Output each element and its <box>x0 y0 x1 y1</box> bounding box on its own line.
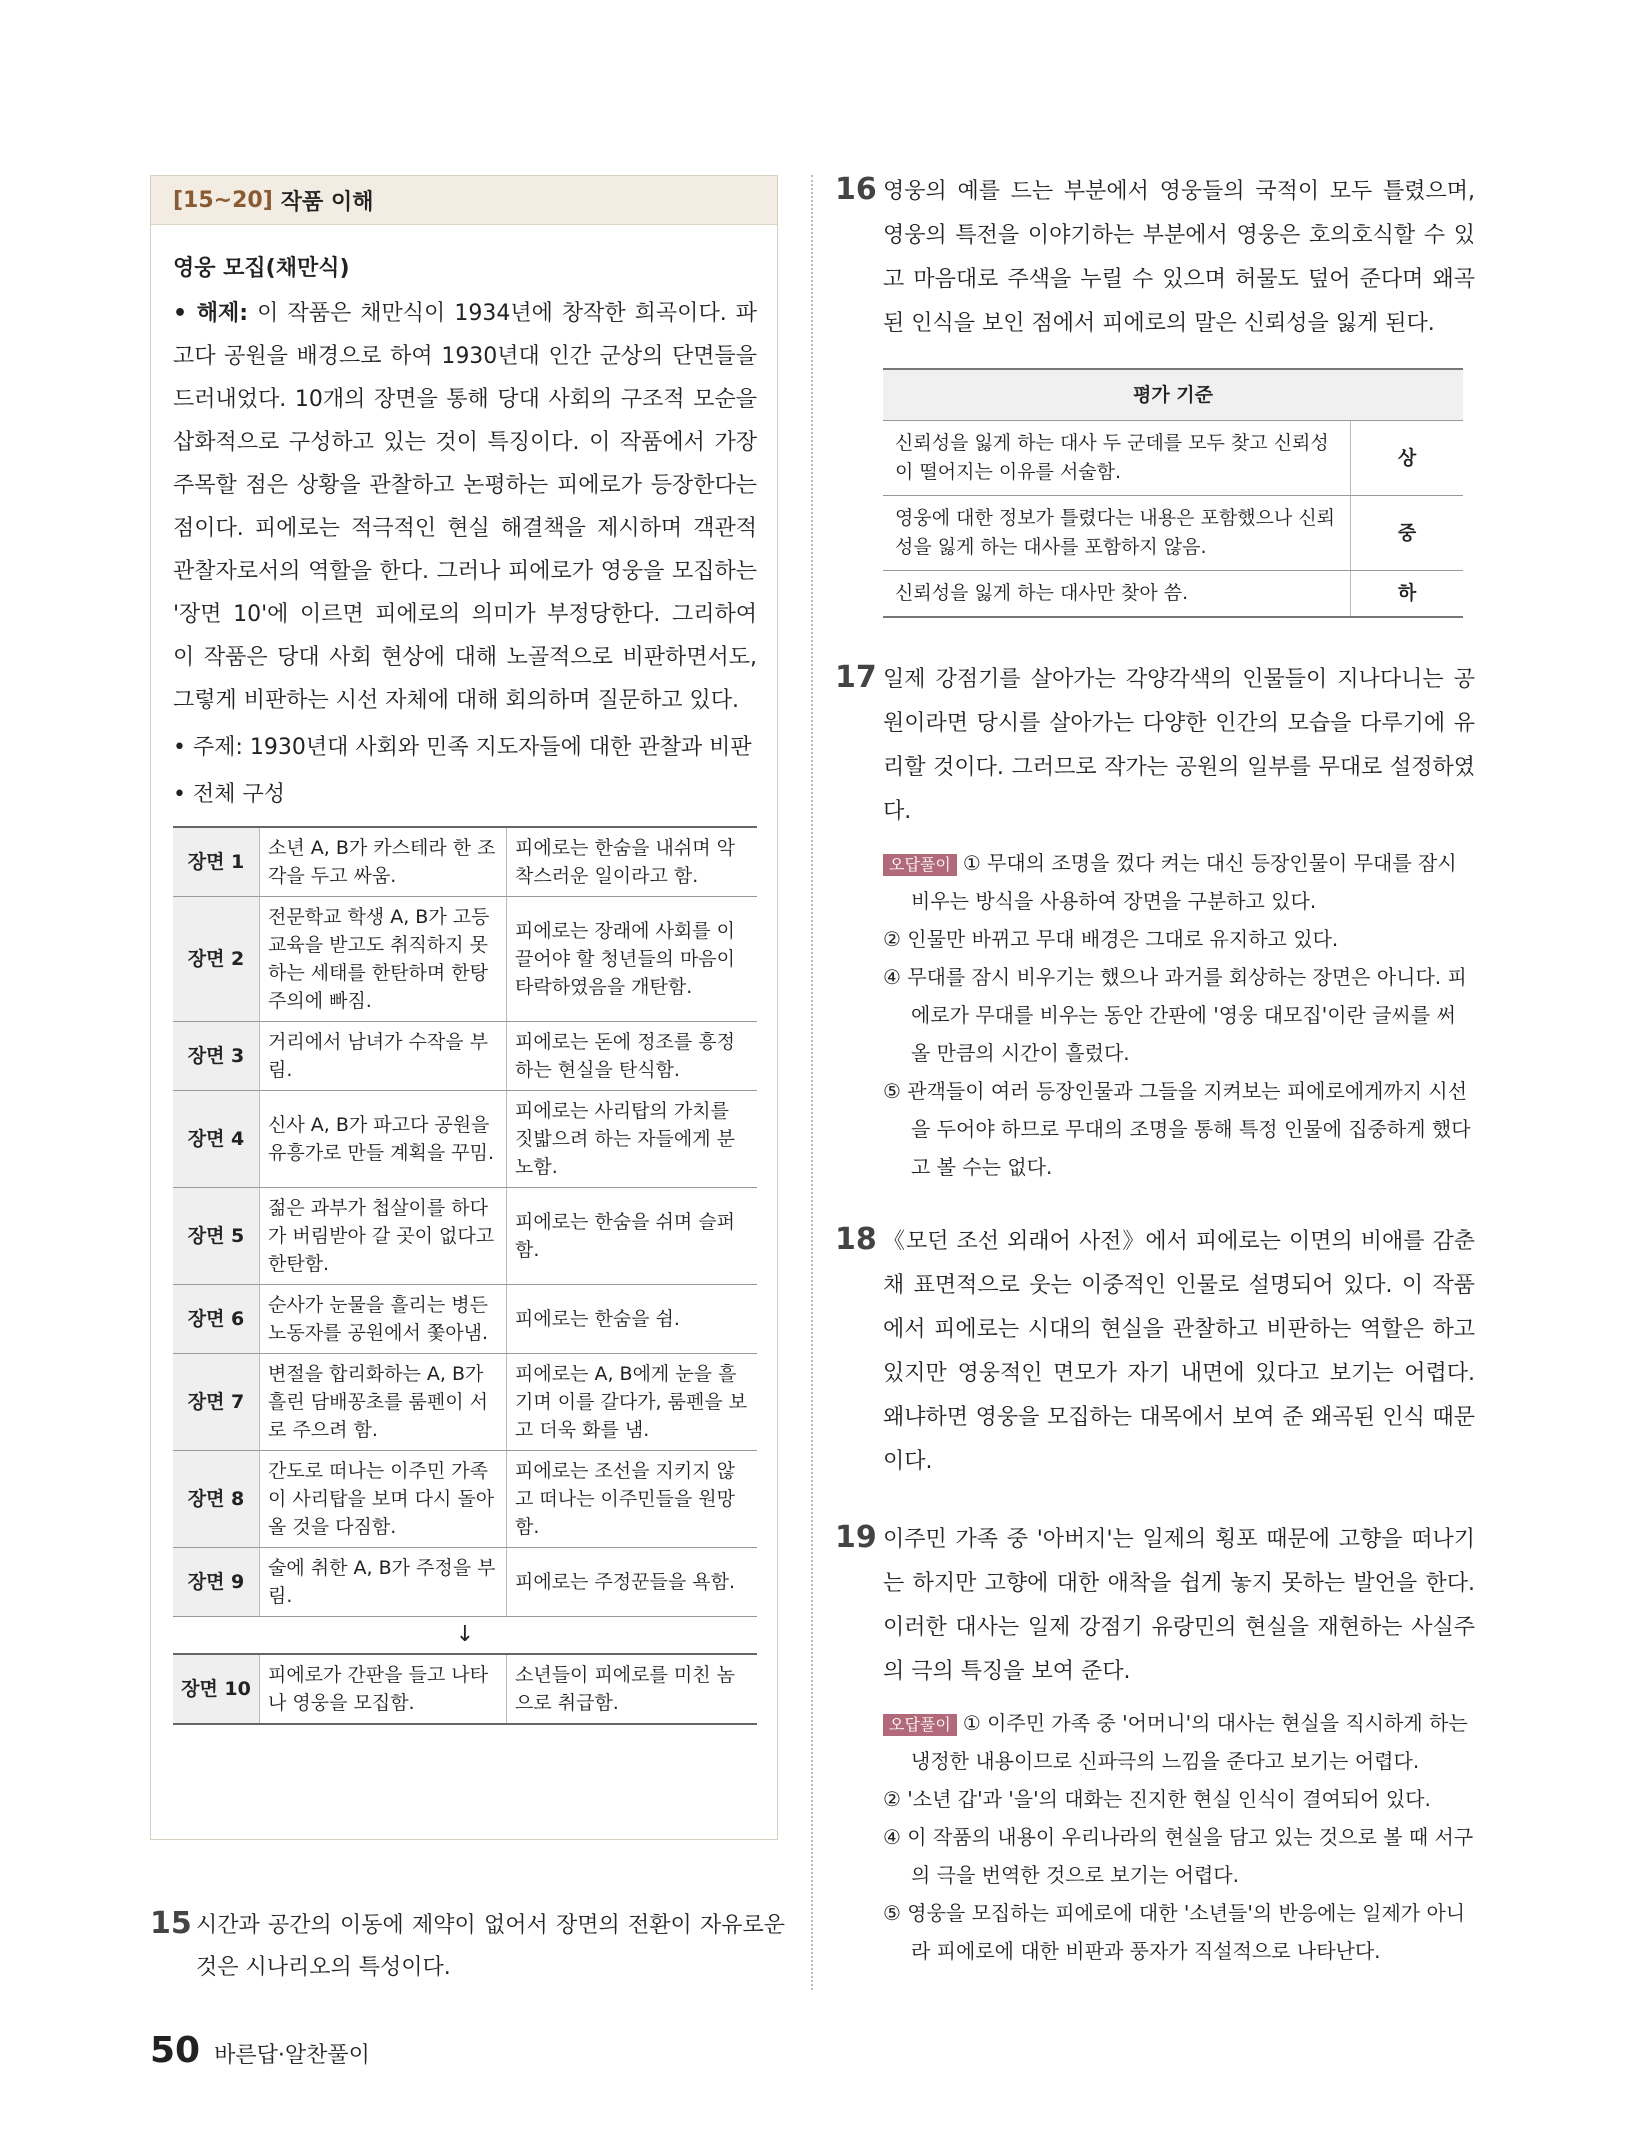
scene-row <box>173 1022 757 1091</box>
scene-row <box>173 1451 757 1548</box>
work-description <box>173 292 757 722</box>
scene-event: 젊은 과부가 첩살이를 하다가 버림받아 갈 곳이 없다고 한탄함. <box>260 1188 507 1285</box>
evaluation-table <box>883 368 1463 618</box>
scene-label: 장면 10 <box>173 1654 260 1724</box>
evaluation-row <box>883 421 1463 496</box>
evaluation-level: 중 <box>1351 496 1464 571</box>
scene-row <box>173 1654 757 1724</box>
scene-event: 신사 A, B가 파고다 공원을 유흥가로 만들 계획을 꾸밈. <box>260 1091 507 1188</box>
description-body: 이 작품은 채만식이 1934년에 창작한 희곡이다. 파고다 공원을 배경으로 하여 1930년대 인간 군상의 단면들을 드러내었다. 10개의 장면을 통해 당대 사회의 구조적 모순을 삽화적으로 구성하고 있는 것이 특징이다. 이 작품에서 가장 주목할 점은 상황을 관찰하고 논평하는 피에로가 등장한다는 점이다. 피에로는 적극적인 현실 해결책을 제시하며 객관적 관찰자로서의 역할을 한다. 그러나 피에로가 영웅을 모집하는 '장면 10'에 이르면 피에로의 의미가 부정당한다. 그리하여 이 작품은 당대 사회 현상에 대해 노골적으로 비판하면서도, 그렇게 비판하는 시선 자체에 대해 회의하며 질문하고 있다. <box>173 301 757 713</box>
description-lead: • 해제: <box>173 301 249 326</box>
evaluation-level: 하 <box>1351 571 1464 618</box>
answer-text: 이주민 가족 중 '아버지'는 일제의 횡포 때문에 고향을 떠나기는 하지만 고향에 대한 애착을 쉽게 놓지 못하는 발언을 한다. 이러한 대사는 일제 강점기 유랑민의 현실을 재현하는 사실주의 극의 특징을 보여 준다. <box>883 1527 1475 1684</box>
pierrot-reaction: 피에로는 사리탑의 가치를 짓밟으려 하는 자들에게 분노함. <box>507 1091 758 1188</box>
scene-event: 변절을 합리화하는 A, B가 흘린 담배꽁초를 룸펜이 서로 주으려 함. <box>260 1354 507 1451</box>
question-16 <box>835 170 1475 618</box>
scene-row <box>173 1285 757 1354</box>
wrong-answer-item <box>883 1704 1475 1780</box>
column-divider <box>811 175 813 1990</box>
page-footer <box>150 2030 370 2071</box>
pierrot-reaction: 피에로는 장래에 사회를 이끌어야 할 청년들의 마음이 타락하였음을 개탄함. <box>507 897 758 1022</box>
scene-event: 피에로가 간판을 들고 나타나 영웅을 모집함. <box>260 1654 507 1724</box>
pierrot-reaction: 피에로는 한숨을 쉬며 슬퍼함. <box>507 1188 758 1285</box>
question-number: 17 <box>835 660 877 695</box>
scene-label: 장면 2 <box>173 897 260 1022</box>
scene-event: 전문학교 학생 A, B가 고등교육을 받고도 취직하지 못하는 세태를 한탄하며 한탕주의에 빠짐. <box>260 897 507 1022</box>
scene-label: 장면 9 <box>173 1548 260 1617</box>
footer-title: 바른답·알찬풀이 <box>214 2043 370 2068</box>
theme-line: • 주제: 1930년대 사회와 민족 지도자들에 대한 관찰과 비판 <box>173 735 752 760</box>
pierrot-reaction: 피에로는 한숨을 쉼. <box>507 1285 758 1354</box>
question-15 <box>150 1905 785 1989</box>
wrong-answer-tag: 오답풀이 <box>883 1714 957 1736</box>
wrong-answer-notes <box>883 844 1475 1186</box>
wrong-answer-item <box>883 1894 1475 1970</box>
evaluation-criterion: 신뢰성을 잃게 하는 대사 두 군데를 모두 찾고 신뢰성이 떨어지는 이유를 서술함. <box>883 421 1351 496</box>
summary-header <box>151 176 777 225</box>
scene-label: 장면 8 <box>173 1451 260 1548</box>
wrong-answer-text: ⑤ 관객들이 여러 등장인물과 그들을 지켜보는 피에로에게까지 시선을 두어야 하므로 무대의 조명을 통해 특정 인물에 집중하게 했다고 볼 수는 없다. <box>883 1079 1471 1179</box>
question-number: 18 <box>835 1222 877 1257</box>
question-range: [15~20] <box>173 187 273 213</box>
down-arrow-icon: ↓ <box>455 1622 475 1647</box>
answer-text: 일제 강점기를 살아가는 각양각색의 인물들이 지나다니는 공원이라면 당시를 살아가는 다양한 인간의 모습을 다루기에 유리할 것이다. 그러므로 작가는 공원의 일부를 무대로 설정하였다. <box>883 667 1475 824</box>
scene-row <box>173 827 757 897</box>
scene-event: 소년 A, B가 카스테라 한 조각을 두고 싸움. <box>260 827 507 897</box>
wrong-answer-text: ④ 무대를 잠시 비우기는 했으나 과거를 회상하는 장면은 아니다. 피에로가 무대를 비우는 동안 간판에 '영웅 대모집'이란 글씨를 써 올 만큼의 시간이 흘렀다. <box>883 965 1467 1065</box>
scene-row <box>173 1354 757 1451</box>
wrong-answer-text: ① 이주민 가족 중 '어머니'의 대사는 현실을 직시하게 하는 냉정한 내용이므로 신파극의 느낌을 준다고 보기는 어렵다. <box>911 1711 1468 1773</box>
evaluation-row <box>883 496 1463 571</box>
wrong-answer-text: ② 인물만 바뀌고 무대 배경은 그대로 유지하고 있다. <box>883 927 1339 951</box>
evaluation-header: 평가 기준 <box>883 369 1463 421</box>
pierrot-reaction: 소년들이 피에로를 미친 놈으로 취급함. <box>507 1654 758 1724</box>
wrong-answer-text: ④ 이 작품의 내용이 우리나라의 현실을 담고 있는 것으로 볼 때 서구의 극을 번역한 것으로 보기는 어렵다. <box>883 1825 1474 1887</box>
structure-label: • 전체 구성 <box>173 782 285 807</box>
scene-event: 간도로 떠나는 이주민 가족이 사리탑을 보며 다시 돌아올 것을 다짐함. <box>260 1451 507 1548</box>
scene-label: 장면 5 <box>173 1188 260 1285</box>
evaluation-criterion: 신뢰성을 잃게 하는 대사만 찾아 씀. <box>883 571 1351 618</box>
wrong-answer-item <box>883 920 1475 958</box>
answer-text: 영웅의 예를 드는 부분에서 영웅들의 국적이 모두 틀렸으며, 영웅의 특전을 이야기하는 부분에서 영웅은 호의호식할 수 있고 마음대로 주색을 누릴 수 있으며 허물도 덮어 준다며 왜곡된 인식을 보인 점에서 피에로의 말은 신뢰성을 잃게 된다. <box>883 179 1475 336</box>
wrong-answer-item <box>883 1818 1475 1894</box>
scene-label: 장면 7 <box>173 1354 260 1451</box>
pierrot-reaction: 피에로는 주정꾼들을 욕함. <box>507 1548 758 1617</box>
pierrot-reaction: 피에로는 A, B에게 눈을 흘기며 이를 갈다가, 룸펜을 보고 더욱 화를 냄. <box>507 1354 758 1451</box>
pierrot-reaction: 피에로는 돈에 정조를 흥정하는 현실을 탄식함. <box>507 1022 758 1091</box>
wrong-answer-notes <box>883 1704 1475 1970</box>
scene-label: 장면 4 <box>173 1091 260 1188</box>
arrow-row <box>173 1617 757 1655</box>
answer-text: 《모던 조선 외래어 사전》에서 피에로는 이면의 비애를 감춘 채 표면적으로 웃는 이중적인 인물로 설명되어 있다. 이 작품에서 피에로는 시대의 현실을 관찰하고 비판하는 역할은 하고 있지만 영웅적인 면모가 자기 내면에 있다고 보기는 어렵다. 왜냐하면 영웅을 모집하는 대목에서 보여 준 왜곡된 인식 때문이다. <box>883 1229 1475 1474</box>
answer-text: 시간과 공간의 이동에 제약이 없어서 장면의 전환이 자유로운 것은 시나리오의 특성이다. <box>196 1913 785 1980</box>
wrong-answer-text: ① 무대의 조명을 껐다 켜는 대신 등장인물이 무대를 잠시 비우는 방식을 사용하여 장면을 구분하고 있다. <box>911 851 1457 913</box>
question-number: 16 <box>835 172 877 207</box>
wrong-answer-text: ⑤ 영웅을 모집하는 피에로에 대한 '소년들'의 반응에는 일제가 아니라 피에로에 대한 비판과 풍자가 직설적으로 나타난다. <box>883 1901 1466 1963</box>
wrong-answer-tag: 오답풀이 <box>883 854 957 876</box>
right-column <box>835 170 1475 1970</box>
scene-row <box>173 897 757 1022</box>
evaluation-level: 상 <box>1351 421 1464 496</box>
scene-label: 장면 3 <box>173 1022 260 1091</box>
scene-table <box>173 826 757 1725</box>
scene-event: 거리에서 남녀가 수작을 부림. <box>260 1022 507 1091</box>
wrong-answer-item <box>883 844 1475 920</box>
scene-row <box>173 1188 757 1285</box>
summary-heading: 작품 이해 <box>280 189 374 215</box>
work-title: 영웅 모집(채만식) <box>173 256 350 281</box>
scene-event: 순사가 눈물을 흘리는 병든 노동자를 공원에서 쫓아냄. <box>260 1285 507 1354</box>
left-column <box>150 175 778 1840</box>
scene-row <box>173 1091 757 1188</box>
wrong-answer-item <box>883 1072 1475 1186</box>
page-number: 50 <box>150 2030 201 2071</box>
wrong-answer-item <box>883 1780 1475 1818</box>
evaluation-row <box>883 571 1463 618</box>
wrong-answer-item <box>883 958 1475 1072</box>
wrong-answer-text: ② '소년 갑'과 '을'의 대화는 진지한 현실 인식이 결여되어 있다. <box>883 1787 1431 1811</box>
question-19 <box>835 1518 1475 1970</box>
scene-label: 장면 6 <box>173 1285 260 1354</box>
scene-row <box>173 1548 757 1617</box>
summary-box <box>150 175 778 1840</box>
question-17 <box>835 658 1475 1186</box>
scene-event: 술에 취한 A, B가 주정을 부림. <box>260 1548 507 1617</box>
evaluation-criterion: 영웅에 대한 정보가 틀렸다는 내용은 포함했으나 신뢰성을 잃게 하는 대사를 포함하지 않음. <box>883 496 1351 571</box>
scene-label: 장면 1 <box>173 827 260 897</box>
question-18 <box>835 1220 1475 1484</box>
pierrot-reaction: 피에로는 한숨을 내쉬며 악착스러운 일이라고 함. <box>507 827 758 897</box>
pierrot-reaction: 피에로는 조선을 지키지 않고 떠나는 이주민들을 원망함. <box>507 1451 758 1548</box>
question-number: 19 <box>835 1520 877 1555</box>
question-number: 15 <box>150 1906 192 1941</box>
